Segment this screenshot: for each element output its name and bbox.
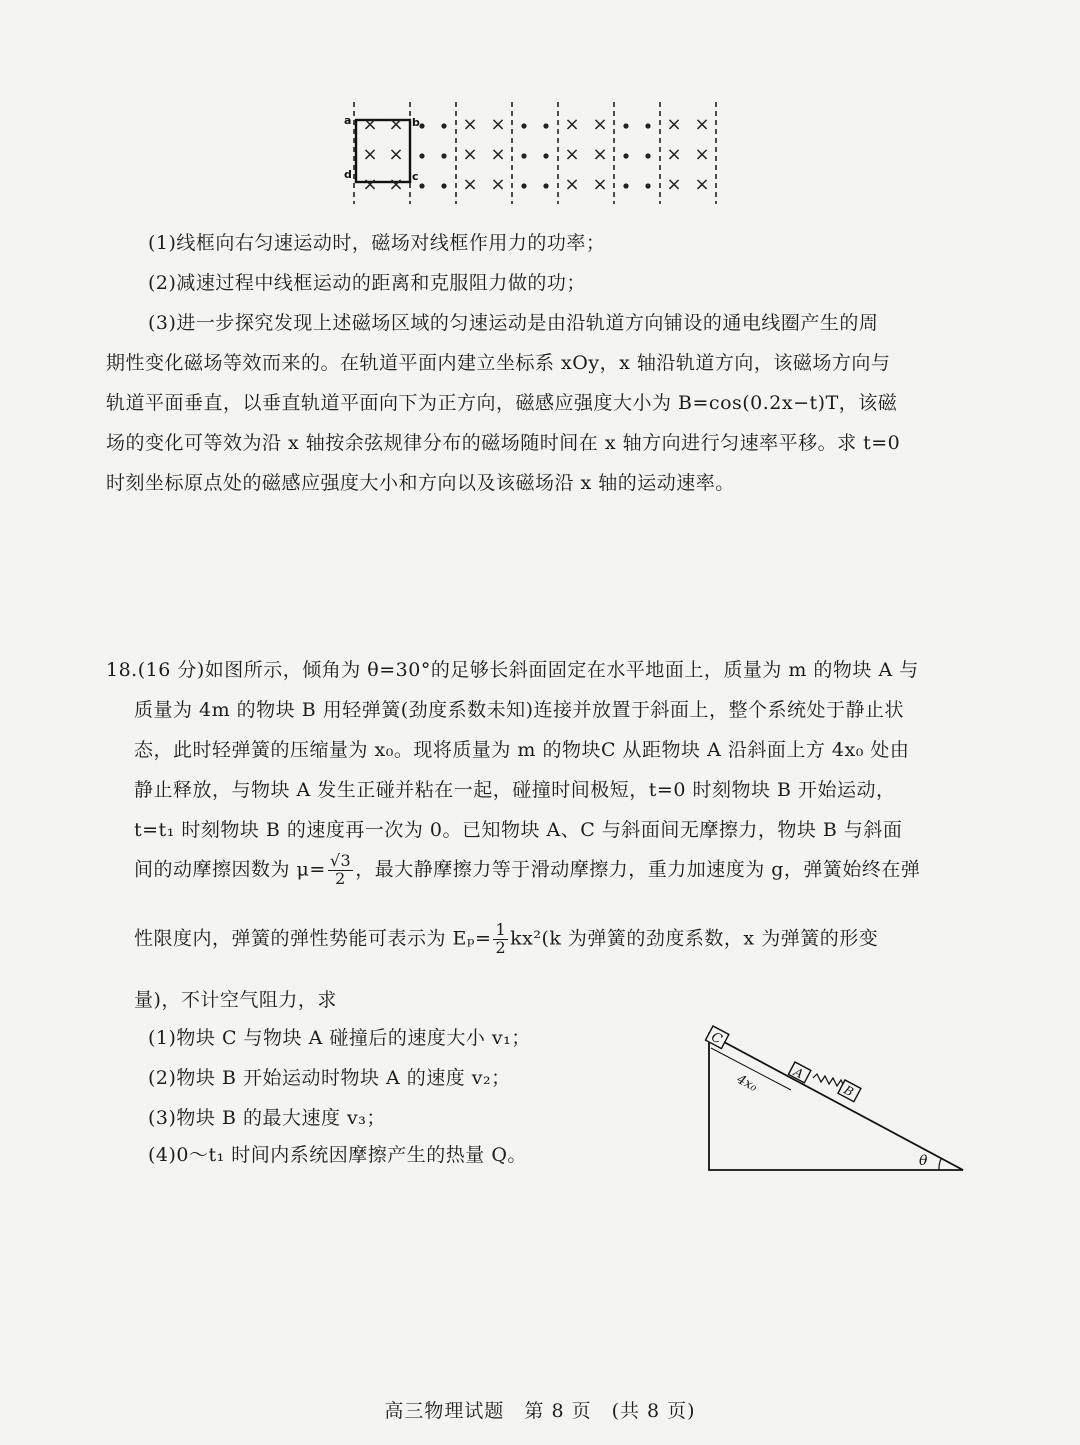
q18-line4: 静止释放，与物块 A 发生正碰并粘在一起，碰撞时间极短，t=0 时刻物块 B 开始运动， [134, 779, 896, 801]
cross-mark: × [490, 174, 506, 195]
q17-part3-line5: 时刻坐标原点处的磁感应强度大小和方向以及该磁场沿 x 轴的运动速率。 [106, 472, 735, 494]
q17-part3-line1: (3)进一步探究发现上述磁场区域的匀速运动是由沿轨道方向铺设的通电线圈产生的周 [148, 312, 879, 334]
cross-mark: × [490, 114, 506, 135]
cross-mark: × [592, 144, 608, 165]
page-footer: 高三物理试题 第 8 页 (共 8 页) [384, 1400, 696, 1422]
dot-mark [441, 153, 446, 158]
q17-part3-line4: 场的变化可等效为沿 x 轴按余弦规律分布的磁场随时间在 x 轴方向进行匀速率平移。求 t=0 [106, 432, 901, 454]
corner-label-a: a [344, 114, 352, 127]
angle-label: θ [919, 1153, 928, 1169]
ep-denominator: 2 [495, 937, 507, 957]
q18-line5: t=t₁ 时刻物块 B 的速度再一次为 0。已知物块 A、C 与斜面间无摩擦力，物块 B 与斜面 [134, 819, 903, 841]
cross-mark: × [666, 174, 682, 195]
q18-line7-pre: 性限度内，弹簧的弹性势能可表示为 Eₚ= [134, 927, 492, 950]
q18-line6-post: ，最大静摩擦力等于滑动摩擦力，重力加速度为 g，弹簧始终在弹 [355, 858, 921, 881]
dot-mark [623, 153, 628, 158]
dot-mark [419, 153, 424, 158]
dot-mark [441, 183, 446, 188]
cross-mark: × [362, 114, 378, 135]
q17-part2: (2)减速过程中线框运动的距离和克服阻力做的功； [148, 272, 586, 294]
dot-mark [521, 123, 526, 128]
q18-line1: 18.(16 分)如图所示，倾角为 θ=30°的足够长斜面固定在水平地面上，质量为 m 的物块 A 与 [106, 659, 919, 681]
dot-mark [543, 153, 548, 158]
incline-triangle [709, 1034, 963, 1170]
q17-part3-line2: 期性变化磁场等效而来的。在轨道平面内建立坐标系 xOy，x 轴沿轨道方向，该磁场方向与 [106, 352, 891, 374]
block-a-label: A [791, 1064, 806, 1082]
q18-line7-post: kx²(k 为弹簧的劲度系数，x 为弹簧的形变 [510, 927, 879, 950]
angle-arc [939, 1159, 941, 1170]
dot-mark [645, 153, 650, 158]
cross-mark: × [666, 114, 682, 135]
q18-line6 [134, 853, 920, 888]
cross-mark: × [462, 174, 478, 195]
cross-mark: × [362, 174, 378, 195]
mu-denominator: 2 [335, 868, 346, 888]
cross-mark: × [694, 114, 710, 135]
cross-mark: × [388, 114, 404, 135]
q18-line8: 量)，不计空气阻力，求 [134, 989, 337, 1011]
dot-mark [543, 183, 548, 188]
cross-mark: × [462, 114, 478, 135]
cross-mark: × [592, 174, 608, 195]
block-c-label: C [708, 1029, 725, 1048]
dot-mark [623, 123, 628, 128]
cross-mark: × [388, 144, 404, 165]
q18-sub3: (3)物块 B 的最大速度 v₃； [148, 1107, 386, 1129]
q18-sub2: (2)物块 B 开始运动时物块 A 的速度 v₂； [148, 1067, 511, 1089]
dot-mark [419, 183, 424, 188]
dot-mark [521, 153, 526, 158]
cross-mark: × [462, 144, 478, 165]
dot-mark [645, 183, 650, 188]
corner-label-c: c [412, 170, 419, 183]
spring [813, 1074, 845, 1088]
corner-label-b: b [412, 116, 420, 129]
dot-mark [441, 123, 446, 128]
block-b [838, 1080, 861, 1102]
cross-mark: × [564, 114, 580, 135]
dot-mark [419, 123, 424, 128]
ep-fraction [493, 922, 508, 957]
magnetic-field-figure [340, 100, 730, 210]
q18-sub1: (1)物块 C 与物块 A 碰撞后的速度大小 v₁； [148, 1027, 531, 1049]
cross-mark: × [388, 174, 404, 195]
cross-mark: × [666, 144, 682, 165]
dot-mark [521, 183, 526, 188]
q18-line6-pre: 间的动摩擦因数为 μ= [134, 858, 326, 881]
cross-mark: × [564, 174, 580, 195]
block-b-label: B [841, 1082, 856, 1100]
cross-mark: × [490, 144, 506, 165]
q18-line7 [134, 922, 878, 957]
corner-label-d: d [344, 168, 352, 181]
block-a [788, 1062, 811, 1084]
mu-numerator: √3 [329, 851, 352, 870]
field-boundaries [354, 102, 716, 204]
dot-symbols [419, 123, 650, 188]
dot-mark [543, 123, 548, 128]
cross-mark: × [564, 144, 580, 165]
dot-mark [623, 183, 628, 188]
ep-numerator: 1 [495, 920, 507, 939]
distance-label: 4x₀ [734, 1072, 760, 1096]
cross-mark: × [694, 174, 710, 195]
cross-mark: × [362, 144, 378, 165]
q17-part1: (1)线框向右匀速运动时，磁场对线框作用力的功率； [148, 232, 606, 254]
q18-line3: 态，此时轻弹簧的压缩量为 x₀。现将质量为 m 的物块C 从距物块 A 沿斜面上方 4x₀ 处由 [134, 739, 910, 761]
incline-figure [695, 1020, 975, 1180]
q17-part3-line3: 轨道平面垂直，以垂直轨道平面向下为正方向，磁感应强度大小为 B=cos(0.2x−t)T，该磁 [106, 392, 898, 414]
cross-mark: × [694, 144, 710, 165]
dot-mark [645, 123, 650, 128]
q18-sub4: (4)0～t₁ 时间内系统因摩擦产生的热量 Q。 [148, 1144, 527, 1166]
mu-fraction [328, 853, 353, 888]
cross-mark: × [592, 114, 608, 135]
q18-line2: 质量为 4m 的物块 B 用轻弹簧(劲度系数未知)连接并放置于斜面上，整个系统处于静止状 [134, 699, 905, 721]
